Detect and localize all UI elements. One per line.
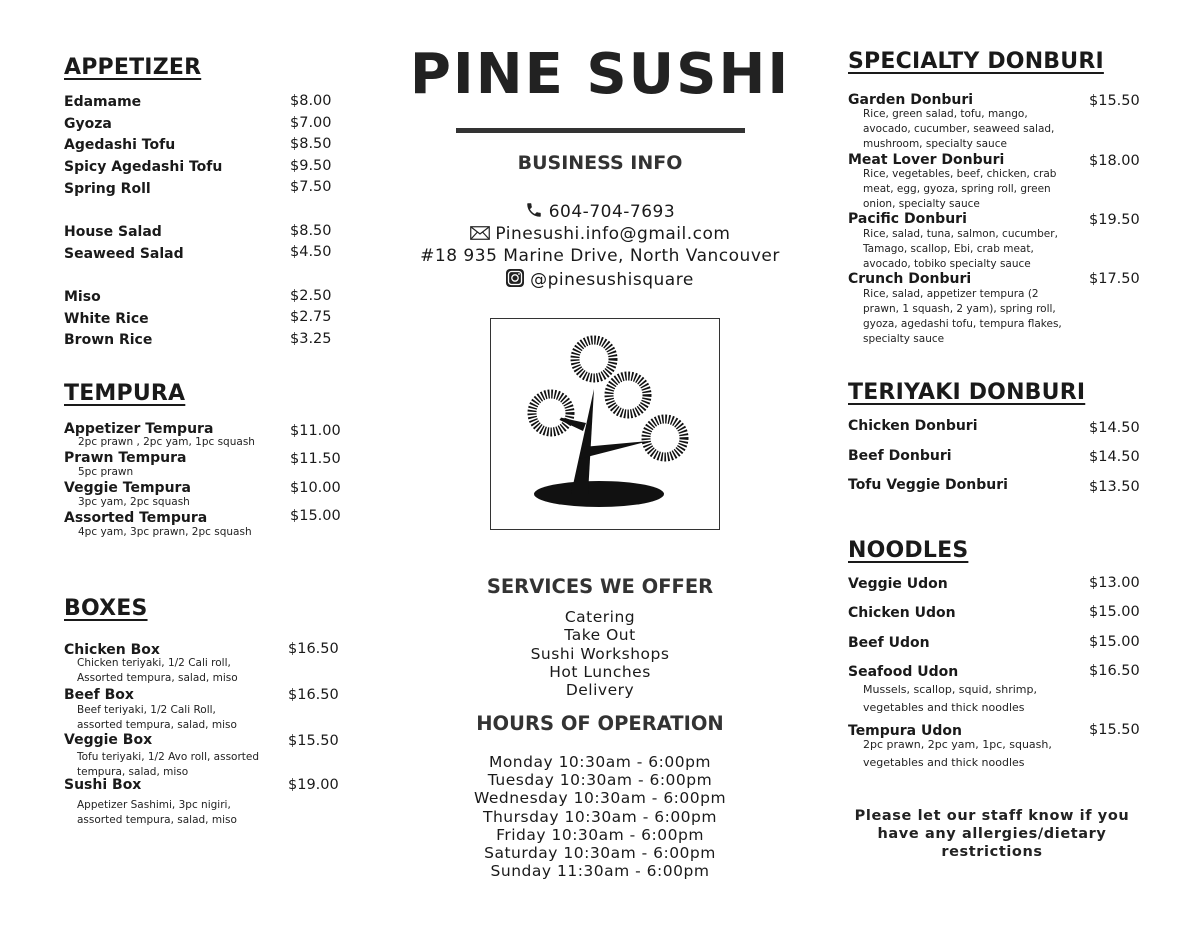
menu-item-name: Chicken Box bbox=[64, 642, 160, 658]
menu-item-price: $13.50 bbox=[1089, 479, 1140, 495]
menu-item-desc: 5pc prawn bbox=[78, 466, 134, 478]
menu-item-name: Miso bbox=[64, 289, 101, 305]
hours-item: Tuesday 10:30am - 6:00pm bbox=[487, 771, 713, 789]
hours-item: Wednesday 10:30am - 6:00pm bbox=[473, 789, 727, 807]
title-divider bbox=[456, 128, 745, 133]
menu-item-name: White Rice bbox=[64, 311, 149, 327]
service-item: Hot Lunches bbox=[549, 663, 651, 681]
menu-item-name: Spring Roll bbox=[64, 181, 151, 197]
menu-item-price: $15.00 bbox=[290, 508, 341, 524]
menu-item-price: $15.50 bbox=[1089, 93, 1140, 109]
menu-item-price: $8.50 bbox=[290, 223, 332, 239]
menu-item-price: $13.00 bbox=[1089, 575, 1140, 591]
specialty-donburi-title: SPECIALTY DONBURI bbox=[848, 49, 1104, 74]
menu-item-price: $16.50 bbox=[288, 641, 339, 657]
menu-item-name: Tofu Veggie Donburi bbox=[848, 477, 1008, 493]
menu-item-name: Gyoza bbox=[64, 116, 112, 132]
services-title: SERVICES WE OFFER bbox=[486, 575, 714, 598]
menu-item-price: $14.50 bbox=[1089, 420, 1140, 436]
menu-item-name: Veggie Udon bbox=[848, 576, 948, 592]
menu-item-desc: Rice, vegetables, beef, chicken, crab meat, egg, gyoza, spring roll, green onion, specialty sauce bbox=[863, 168, 1057, 210]
restaurant-title: PINE SUSHI bbox=[409, 42, 791, 107]
menu-item-name: Agedashi Tofu bbox=[64, 137, 176, 153]
menu-item-price: $15.50 bbox=[1089, 722, 1140, 738]
menu-item-price: $15.00 bbox=[1089, 634, 1140, 650]
instagram-line bbox=[400, 269, 800, 292]
menu-item-desc: Chicken teriyaki, 1/2 Cali roll, Assorted tempura, salad, miso bbox=[77, 657, 238, 684]
service-item: Take Out bbox=[564, 626, 636, 644]
menu-item-price: $2.75 bbox=[290, 309, 332, 325]
menu-item-price: $10.00 bbox=[290, 480, 341, 496]
phone-number[interactable]: 604-704-7693 bbox=[548, 202, 676, 222]
menu-item-desc: Mussels, scallop, squid, shrimp, vegetables and thick noodles bbox=[863, 683, 1038, 714]
menu-item-price: $7.00 bbox=[290, 115, 332, 131]
service-item: Delivery bbox=[565, 681, 635, 699]
menu-item-price: $14.50 bbox=[1089, 449, 1140, 465]
menu-item-name: Brown Rice bbox=[64, 332, 153, 348]
menu-item-name: Seafood Udon bbox=[848, 664, 959, 680]
menu-item-price: $16.50 bbox=[288, 687, 339, 703]
menu-item-name: Chicken Donburi bbox=[848, 418, 978, 434]
menu-item-price: $16.50 bbox=[1089, 663, 1140, 679]
instagram-handle[interactable]: @pinesushisquare bbox=[530, 270, 694, 290]
menu-item-name: Pacific Donburi bbox=[848, 211, 967, 227]
boxes-title: BOXES bbox=[64, 596, 148, 621]
menu-item-price: $4.50 bbox=[290, 244, 332, 260]
menu-item-price: $17.50 bbox=[1089, 271, 1140, 287]
menu-item-name: Spicy Agedashi Tofu bbox=[64, 159, 223, 175]
menu-item-price: $7.50 bbox=[290, 179, 332, 195]
menu-item-price: $2.50 bbox=[290, 288, 332, 304]
logo bbox=[490, 318, 720, 530]
allergy-note: Please let our staff know if you have any allergies/dietary restrictions bbox=[854, 808, 1130, 860]
menu-item-price: $9.50 bbox=[290, 158, 332, 174]
appetizer-title: APPETIZER bbox=[64, 55, 202, 80]
service-item: Catering bbox=[564, 608, 636, 626]
menu-item-name: House Salad bbox=[64, 224, 162, 240]
menu-item-price: $3.25 bbox=[290, 331, 332, 347]
hours-item: Friday 10:30am - 6:00pm bbox=[496, 826, 704, 844]
menu-item-name: Chicken Udon bbox=[848, 605, 956, 621]
instagram-icon bbox=[506, 269, 524, 292]
menu-item-price: $11.50 bbox=[290, 451, 341, 467]
menu-item-name: Meat Lover Donburi bbox=[848, 152, 1005, 168]
business-info-title: BUSINESS INFO bbox=[517, 152, 683, 174]
pine-tree-logo bbox=[491, 319, 718, 528]
email-address[interactable]: Pinesushi.info@gmail.com bbox=[495, 224, 731, 244]
service-item: Sushi Workshops bbox=[530, 645, 670, 663]
menu-item-name: Appetizer Tempura bbox=[64, 421, 214, 437]
teriyaki-donburi-title: TERIYAKI DONBURI bbox=[848, 380, 1086, 405]
menu-item-desc: Rice, green salad, tofu, mango, avocado, cucumber, seaweed salad, mushroom, specialty sauce bbox=[863, 108, 1055, 150]
menu-item-price: $8.50 bbox=[290, 136, 332, 152]
menu-item-name: Tempura Udon bbox=[848, 723, 962, 739]
menu-item-desc: 3pc yam, 2pc squash bbox=[78, 496, 190, 508]
phone-icon bbox=[525, 201, 543, 224]
hours-title: HOURS OF OPERATION bbox=[476, 712, 724, 735]
menu-item-desc: Beef teriyaki, 1/2 Cali Roll, assorted tempura, salad, miso bbox=[77, 704, 237, 731]
menu-item-price: $15.50 bbox=[288, 733, 339, 749]
menu-item-desc: 4pc yam, 3pc prawn, 2pc squash bbox=[78, 526, 252, 538]
menu-item-name: Edamame bbox=[64, 94, 142, 110]
menu-item-name: Assorted Tempura bbox=[64, 510, 208, 526]
email-line bbox=[400, 224, 800, 245]
menu-item-name: Crunch Donburi bbox=[848, 271, 972, 287]
menu-item-desc: Rice, salad, appetizer tempura (2 prawn, 1 squash, 2 yam), spring roll, gyoza, agedashi tofu, tempura flakes, specialty sauce bbox=[863, 288, 1062, 345]
mail-icon bbox=[470, 225, 490, 245]
menu-item-name: Garden Donburi bbox=[848, 92, 974, 108]
menu-item-desc: 2pc prawn, 2pc yam, 1pc, squash, vegetables and thick noodles bbox=[863, 738, 1052, 769]
menu-item-desc: 2pc prawn , 2pc yam, 1pc squash bbox=[78, 436, 255, 448]
hours-item: Thursday 10:30am - 6:00pm bbox=[483, 808, 717, 826]
noodles-title: NOODLES bbox=[848, 538, 969, 563]
menu-item-price: $19.00 bbox=[288, 777, 339, 793]
menu-item-price: $18.00 bbox=[1089, 153, 1140, 169]
menu-item-price: $15.00 bbox=[1089, 604, 1140, 620]
tempura-title: TEMPURA bbox=[64, 381, 186, 406]
menu-item-price: $11.00 bbox=[290, 423, 341, 439]
menu-item-name: Beef Udon bbox=[848, 635, 930, 651]
menu-item-name: Beef Donburi bbox=[848, 448, 952, 464]
menu-item-name: Prawn Tempura bbox=[64, 450, 187, 466]
menu-item-name: Beef Box bbox=[64, 687, 134, 703]
hours-item: Sunday 11:30am - 6:00pm bbox=[490, 862, 710, 880]
menu-item-desc: Appetizer Sashimi, 3pc nigiri, assorted tempura, salad, miso bbox=[77, 799, 237, 826]
menu-item-desc: Rice, salad, tuna, salmon, cucumber, Tamago, scallop, Ebi, crab meat, avocado, tobiko specialty sauce bbox=[863, 228, 1058, 270]
hours-item: Monday 10:30am - 6:00pm bbox=[488, 753, 712, 771]
menu-item-price: $19.50 bbox=[1089, 212, 1140, 228]
address: #18 935 Marine Drive, North Vancouver bbox=[420, 246, 780, 266]
menu-item-name: Veggie Box bbox=[64, 732, 153, 748]
menu-item-name: Seaweed Salad bbox=[64, 246, 184, 262]
menu-item-price: $8.00 bbox=[290, 93, 332, 109]
hours-item: Saturday 10:30am - 6:00pm bbox=[484, 844, 716, 862]
menu-item-desc: Tofu teriyaki, 1/2 Avo roll, assorted tempura, salad, miso bbox=[77, 751, 260, 778]
menu-item-name: Veggie Tempura bbox=[64, 480, 191, 496]
menu-item-name: Sushi Box bbox=[64, 777, 142, 793]
phone-line bbox=[400, 201, 800, 224]
